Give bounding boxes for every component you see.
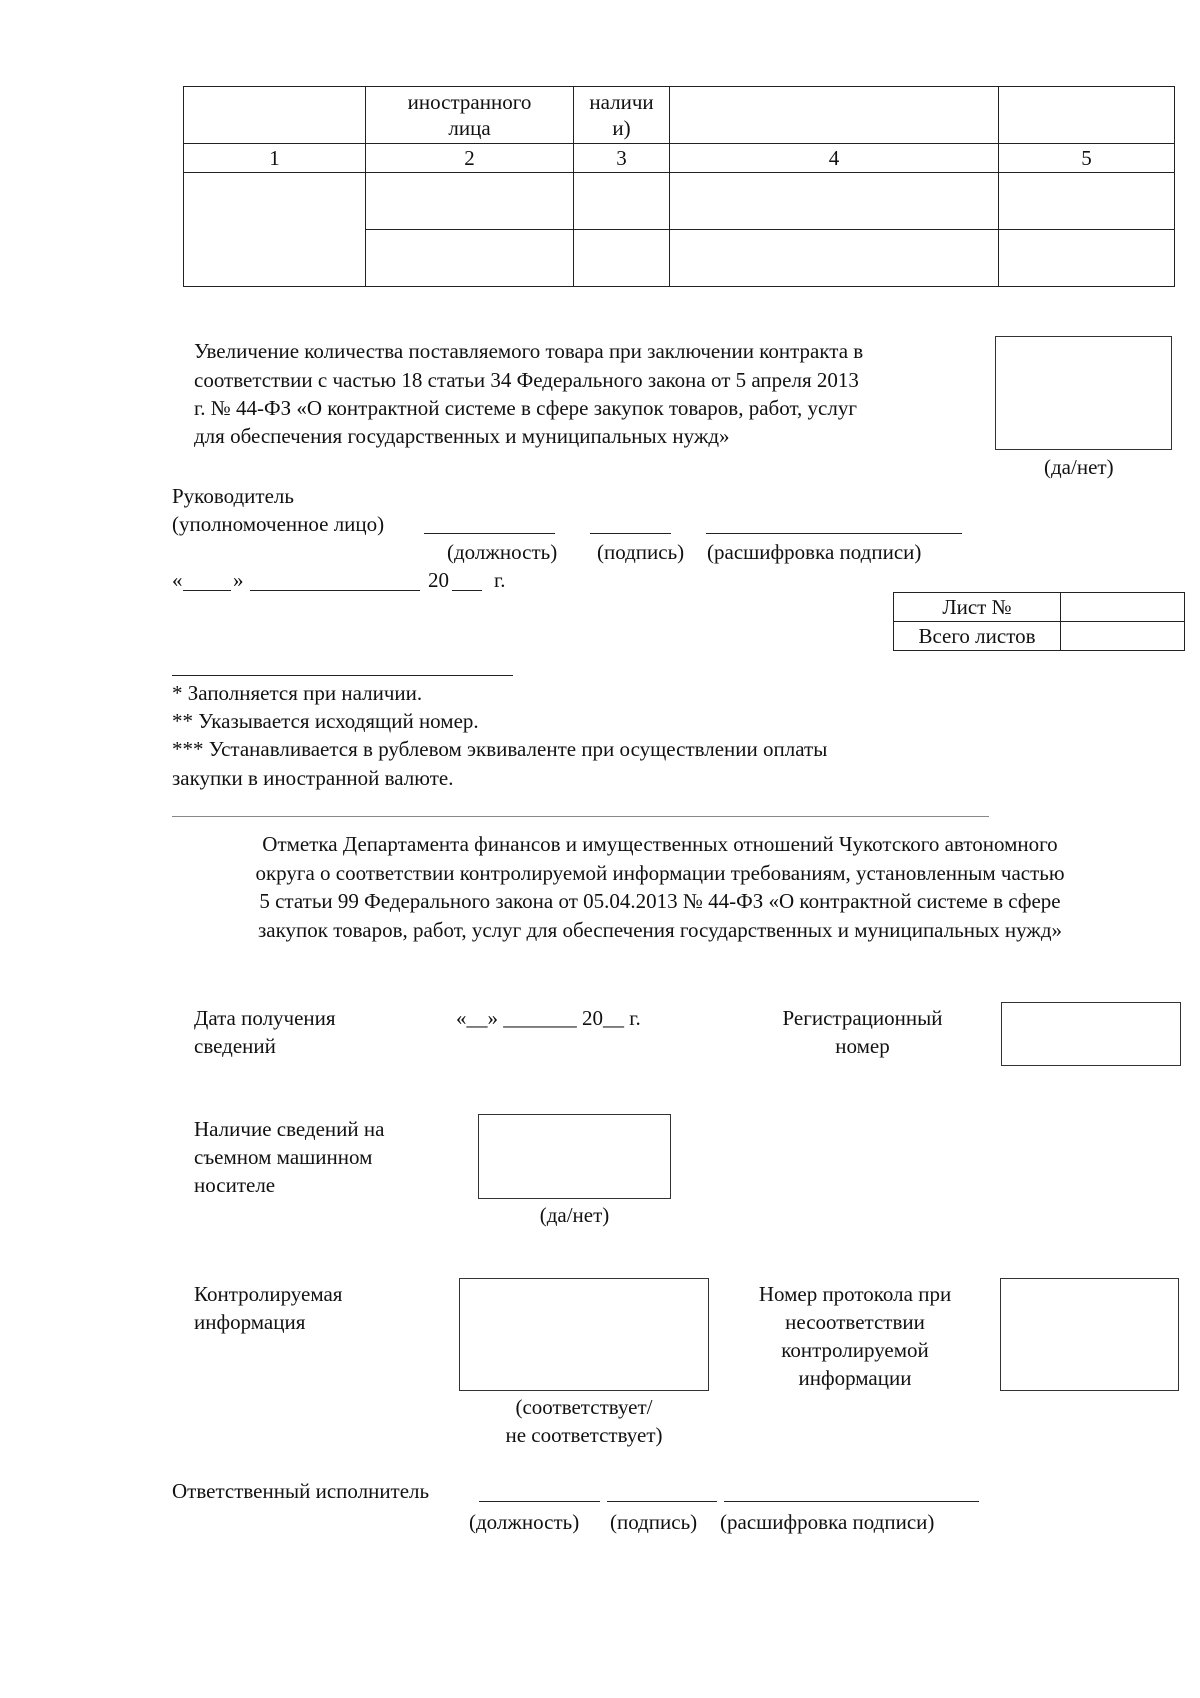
protocol-number-box[interactable] [1000, 1278, 1179, 1391]
protocol-label: Номер протокола при [758, 1282, 952, 1306]
mark-line: закупок товаров, работ, услуг для обеспечения государственных и муниципальных нужд» [258, 917, 1062, 942]
clause-line: Увеличение количества поставляемого товара при заключении контракта в [194, 339, 864, 363]
header-cell-5 [999, 87, 1175, 144]
date-close-quote: » [233, 568, 244, 592]
mark-line: округа о соответствии контролируемой информации требованиям, установленным частью [255, 860, 1065, 885]
head-subtitle: (уполномоченное лицо) [172, 512, 385, 536]
sheet-number-label: Лист № [894, 593, 1061, 622]
clause-line: г. № 44-ФЗ «О контрактной системе в сфере закупок товаров, работ, услуг [194, 396, 857, 420]
date-year-prefix: 20 [428, 568, 449, 592]
executor-caption-signature: (подпись) [610, 1510, 698, 1534]
table-cell[interactable] [999, 230, 1175, 287]
executor-signature-line[interactable] [607, 1501, 717, 1502]
table-cell[interactable] [574, 173, 670, 230]
mark-line: 5 статьи 99 Федерального закона от 05.04.2013 № 44-ФЗ «О контрактной системе в сфере [259, 889, 1061, 913]
sheet-number-value[interactable] [1061, 593, 1185, 622]
controlled-info-label: Контролируемая [194, 1282, 343, 1306]
executor-position-line[interactable] [479, 1501, 600, 1502]
controlled-info-caption: (соответствует/ [515, 1395, 653, 1419]
date-open-quote: « [172, 568, 183, 592]
head-title: Руководитель [172, 484, 294, 508]
media-label: Наличие сведений на [194, 1117, 385, 1141]
column-number: 2 [366, 144, 574, 173]
reg-number-label: Регистрационный [782, 1006, 943, 1030]
date-year-line[interactable] [452, 590, 482, 591]
footnote: ** Указывается исходящий номер. [172, 709, 479, 733]
sheet-table [893, 592, 1185, 651]
header-text: лица [448, 116, 491, 140]
clause-line: соответствии с частью 18 статьи 34 Федерального закона от 5 апреля 2013 [194, 368, 859, 392]
table-cell[interactable] [574, 230, 670, 287]
increase-yes-no-box[interactable] [995, 336, 1172, 450]
table-cell[interactable] [366, 173, 574, 230]
table-cell[interactable] [670, 230, 999, 287]
protocol-label: информации [798, 1366, 912, 1390]
header-text: наличи [589, 90, 654, 114]
header-text: иностранного [407, 90, 532, 114]
mark-line: Отметка Департамента финансов и имущественных отношений Чукотского автономного [262, 832, 1058, 856]
department-mark [160, 830, 1160, 944]
column-number: 1 [184, 144, 366, 173]
executor-caption-position: (должность) [469, 1510, 580, 1534]
table-cell[interactable] [184, 173, 366, 287]
executor-caption-decode: (расшифровка подписи) [720, 1510, 935, 1534]
column-number: 5 [999, 144, 1175, 173]
executor-label: Ответственный исполнитель [172, 1479, 430, 1503]
controlled-info-box[interactable] [459, 1278, 709, 1391]
controlled-info-caption: не соответствует) [505, 1423, 663, 1447]
clause-line: для обеспечения государственных и муниципальных нужд» [194, 424, 730, 448]
table-cell[interactable] [999, 173, 1175, 230]
sheet-row [894, 622, 1185, 651]
top-table [183, 86, 1175, 287]
footnote: *** Устанавливается в рублевом эквиваленте при осуществлении оплаты [172, 737, 828, 761]
reg-number-box[interactable] [1001, 1002, 1181, 1066]
receipt-date-field[interactable]: «__» _______ 20__ г. [456, 1006, 641, 1030]
header-cell-1 [184, 87, 366, 144]
footnote: закупки в иностранной валюте. [172, 766, 454, 790]
header-cell-3 [574, 87, 670, 144]
column-number: 4 [670, 144, 999, 173]
footnote-divider [172, 675, 513, 676]
sheet-row [894, 593, 1185, 622]
executor-decode-line[interactable] [724, 1501, 979, 1502]
section-divider [172, 816, 989, 817]
date-month-line[interactable] [250, 590, 420, 591]
header-cell-2 [366, 87, 574, 144]
increase-box-caption: (да/нет) [1044, 455, 1114, 479]
head-caption-position: (должность) [447, 540, 558, 564]
media-yes-no-box[interactable] [478, 1114, 671, 1199]
controlled-info-label: информация [194, 1310, 306, 1334]
date-year-suffix: г. [494, 568, 506, 592]
receipt-date-label: Дата получения [194, 1006, 336, 1030]
table-cell[interactable] [670, 173, 999, 230]
footnote: * Заполняется при наличии. [172, 681, 423, 705]
table-row [184, 173, 1175, 230]
media-label: съемном машинном [194, 1145, 373, 1169]
table-cell[interactable] [366, 230, 574, 287]
date-day-line[interactable] [183, 590, 231, 591]
header-cell-4 [670, 87, 999, 144]
protocol-label: контролируемой [781, 1338, 929, 1362]
head-caption-decode: (расшифровка подписи) [707, 540, 922, 564]
table-header-row [184, 87, 1175, 144]
column-number: 3 [574, 144, 670, 173]
header-text: и) [612, 116, 631, 140]
head-caption-signature: (подпись) [597, 540, 685, 564]
media-label: носителе [194, 1173, 276, 1197]
head-position-line[interactable] [424, 533, 555, 534]
sheet-total-label: Всего листов [894, 622, 1061, 651]
protocol-label: несоответствии [785, 1310, 925, 1334]
reg-number-label: номер [835, 1034, 890, 1058]
media-box-caption: (да/нет) [539, 1203, 610, 1227]
head-signature-line[interactable] [590, 533, 671, 534]
head-decode-line[interactable] [706, 533, 962, 534]
receipt-date-label: сведений [194, 1034, 276, 1058]
sheet-total-value[interactable] [1061, 622, 1185, 651]
column-number-row [184, 144, 1175, 173]
